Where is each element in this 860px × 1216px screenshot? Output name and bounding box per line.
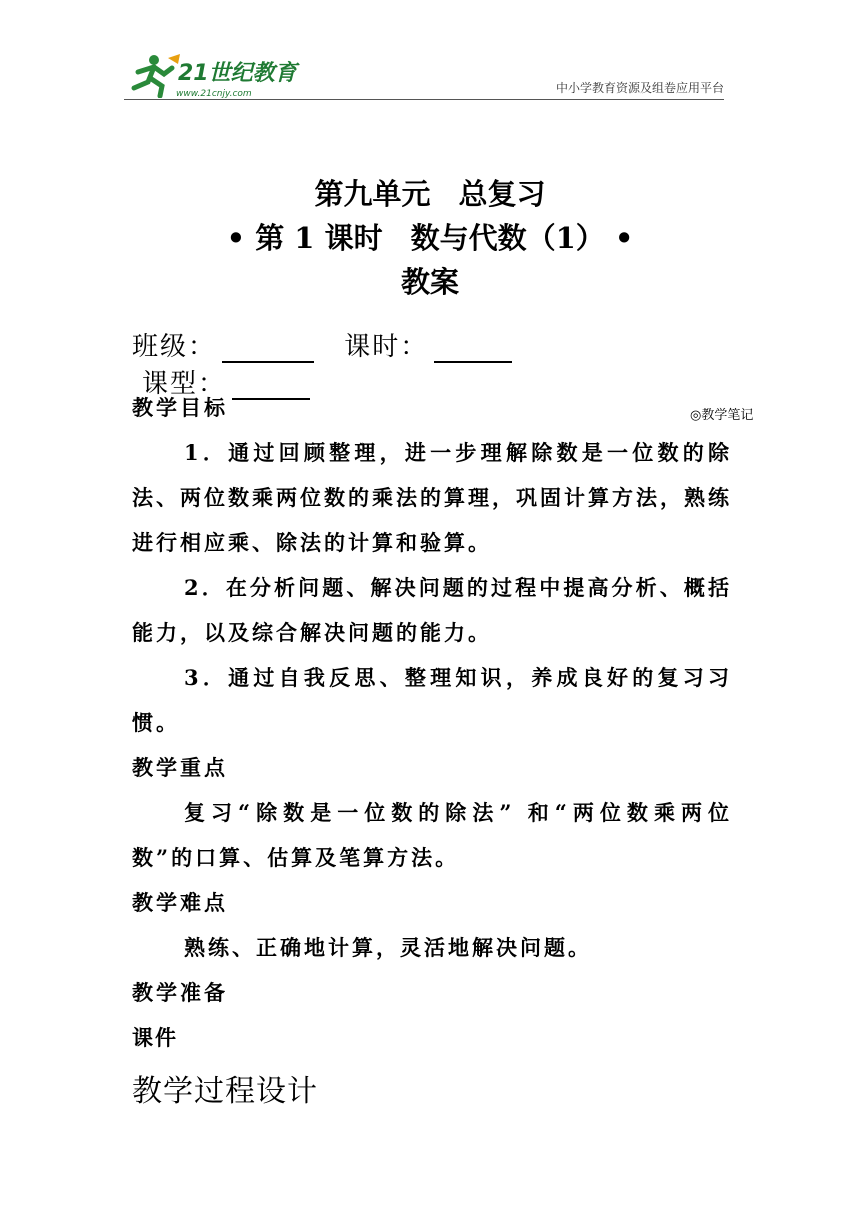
- process-heading: 教学过程设计: [132, 1074, 318, 1109]
- svg-text:www.21cnjy.com: www.21cnjy.com: [176, 89, 252, 98]
- goal-1: 1．通过回顾整理，进一步理解除数是一位数的除法、两位数乘两位数的乘法的算理，巩固计算方法，熟练进行相应乘、除法的计算和验算。: [132, 440, 732, 555]
- svg-text:21世纪教育: 21世纪教育: [178, 61, 297, 86]
- unit-title-number: 第九单元: [314, 177, 431, 211]
- goals-heading: 教学目标: [132, 395, 228, 420]
- key-points-text: 复习“除数是一位数的除法” 和“两位数乘两位数”的口算、估算及笔算方法。: [132, 800, 732, 870]
- lesson-title-number: • 第 1 课时: [226, 221, 383, 255]
- doc-type-title: 教案: [400, 265, 459, 299]
- header-platform-text: 中小学教育资源及组卷应用平台: [555, 81, 724, 95]
- period-blank[interactable]: [434, 333, 512, 363]
- lesson-title: [0, 216, 860, 260]
- preparation-heading: 教学准备: [132, 980, 228, 1005]
- preparation-text: 课件: [132, 1025, 178, 1050]
- header-divider: [124, 99, 724, 100]
- class-blank[interactable]: [222, 333, 314, 363]
- page-header: [124, 52, 724, 100]
- type-label: 课型：: [142, 369, 227, 399]
- difficulty-heading: 教学难点: [132, 890, 228, 915]
- class-field: [132, 326, 314, 363]
- goal-3: 3．通过自我反思、整理知识，养成良好的复习习惯。: [132, 665, 732, 735]
- logo-21cnjy: [124, 52, 304, 98]
- period-field: [344, 326, 512, 363]
- goal-2: 2．在分析问题、解决问题的过程中提高分析、概括能力，以及综合解决问题的能力。: [132, 575, 732, 645]
- period-label: 课时：: [344, 332, 429, 362]
- unit-title: [0, 172, 860, 216]
- unit-title-name: 总复习: [458, 177, 546, 211]
- title-block: [0, 172, 860, 304]
- lesson-title-name: 数与代数（1） •: [410, 221, 634, 255]
- class-label: 班级：: [132, 332, 217, 362]
- difficulty-text: 熟练、正确地计算，灵活地解决问题。: [184, 935, 592, 960]
- key-points-heading: 教学重点: [132, 755, 228, 780]
- teaching-notes-label: ◎教学笔记: [690, 408, 754, 423]
- lesson-content: [132, 385, 732, 1120]
